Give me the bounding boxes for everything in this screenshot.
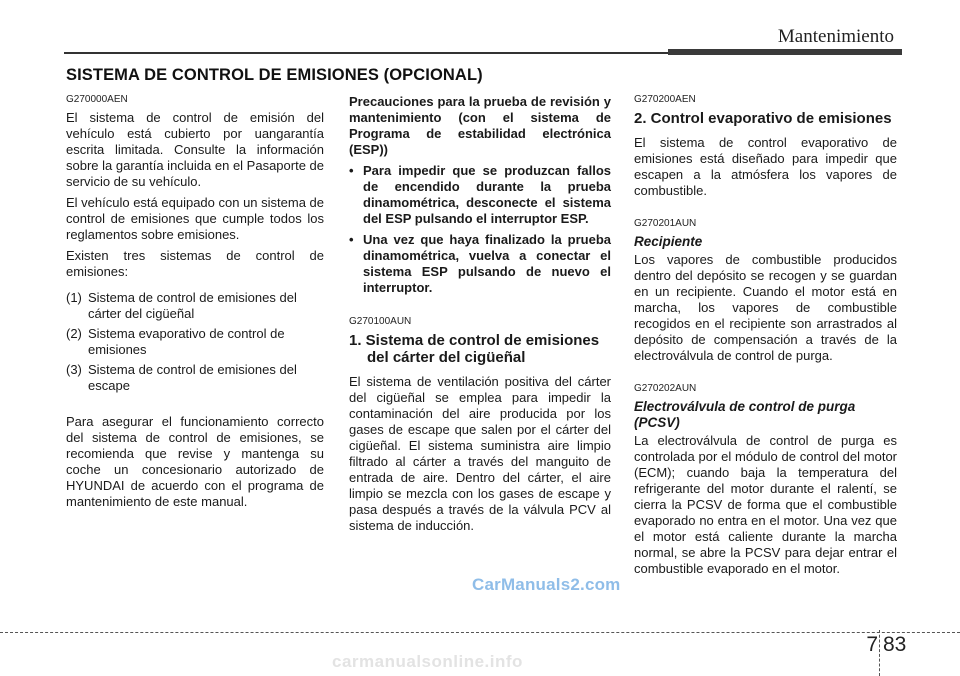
sub-heading: Electroválvula de control de purga (PCSV): [634, 399, 856, 430]
paragraph: Los vapores de combustible producidos dentro del depósito se recogen y se guardan en un recipiente. Cuando el motor está en marcha, los vapores de combustible recogidos en el recipiente son arrastrados al depósito de compensación a través de la electroválvula de control de purga.: [634, 252, 897, 363]
reference-code: G270100AUN: [349, 316, 412, 327]
paragraph: El vehículo está equipado con un sistema de control de emisiones que cumple todos los reglamentos sobre emisiones.: [66, 195, 325, 242]
precautions-list: [349, 163, 611, 296]
reference-code: G270200AEN: [634, 94, 696, 105]
paragraph: El sistema de control evaporativo de emisiones está diseñado para impedir que escapen a la atmósfera los vapores de combustible.: [634, 135, 897, 198]
running-header-title: Mantenimiento: [777, 26, 894, 47]
page-number: 83: [883, 633, 907, 656]
list-item: (1) Sistema de control de emisiones del cárter del cigüeñal: [66, 290, 297, 321]
header-rule-thick: [668, 49, 902, 55]
sub-heading: Recipiente: [634, 234, 703, 249]
column-1: [66, 94, 324, 515]
paragraph: El sistema de ventilación positiva del cárter del cigüeñal se emplea para impedir la contaminación del aire producida por los gases de escape que salen por el cárter del cigüeñal. El sistema suministra aire limpio filtrado al cárter a través del manguito de entrada de aire. Dentro del cárter, el aire limpio se mezcla con los gases de escape y pasa después a través de la válvula PCV al sistema de inducción.: [349, 374, 611, 533]
paragraph: Existen tres sistemas de control de emisiones:: [66, 248, 324, 279]
watermark-link[interactable]: CarManuals2.com: [472, 575, 621, 594]
list-item: • Una vez que haya finalizado la prueba dinamométrica, vuelva a conectar el sistema ESP pulsando de nuevo el interruptor.: [349, 232, 611, 295]
paragraph: El sistema de control de emisión del vehículo está cubierto por uangarantía escrita limitada. Consulte la información sobre la garantía incluida en el Pasaporte de servicio de su vehículo.: [66, 110, 325, 189]
list-item: (2) Sistema evaporativo de control de emisiones: [66, 326, 285, 357]
column-2: [349, 94, 611, 539]
list-item: • Para impedir que se produzcan fallos de encendido durante la prueba dinamométrica, desconecte el sistema del ESP pulsando el interruptor ESP.: [349, 163, 611, 226]
reference-code: G270202AUN: [634, 383, 697, 394]
list-item: (3) Sistema de control de emisiones del escape: [66, 362, 297, 393]
footer-divider: [0, 632, 960, 633]
emission-systems-list: [66, 290, 324, 394]
reference-code: G270201AUN: [634, 218, 697, 229]
footer-watermark: carmanualsonline.info: [332, 652, 523, 671]
reference-code: G270000AEN: [66, 94, 128, 105]
header-rule: [64, 52, 670, 54]
section-title: SISTEMA DE CONTROL DE EMISIONES (OPCIONAL): [66, 66, 483, 84]
chapter-number: 7: [866, 633, 878, 656]
subsection-heading: 2. Control evaporativo de emisiones: [634, 110, 892, 127]
paragraph: Para asegurar el funcionamiento correcto del sistema de control de emisiones, se recomienda que revise y mantenga su coche un concesionario autorizado de HYUNDAI de acuerdo con el programa de mantenimiento de este manual.: [66, 414, 324, 509]
column-3: [634, 94, 897, 582]
paragraph: La electroválvula de control de purga es controlada por el módulo de control del motor (ECM); cuando baja la temperatura del refrigerante del motor durante el ralentí, se cierra la PCSV de forma que el combustible evaporado no entra en el motor. Una vez que el motor está caliente durante la marcha normal, se abre la PCSV para dejar entrar el combustible evaporado en el motor.: [634, 433, 897, 576]
subsection-heading: 1. Sistema de control de emisiones del cárter del cigüeñal: [349, 332, 600, 366]
page-number-divider: [879, 630, 880, 676]
precautions-heading: Precauciones para la prueba de revisión y mantenimiento (con el sistema de Programa de estabilidad electrónica (ESP)): [349, 94, 611, 157]
